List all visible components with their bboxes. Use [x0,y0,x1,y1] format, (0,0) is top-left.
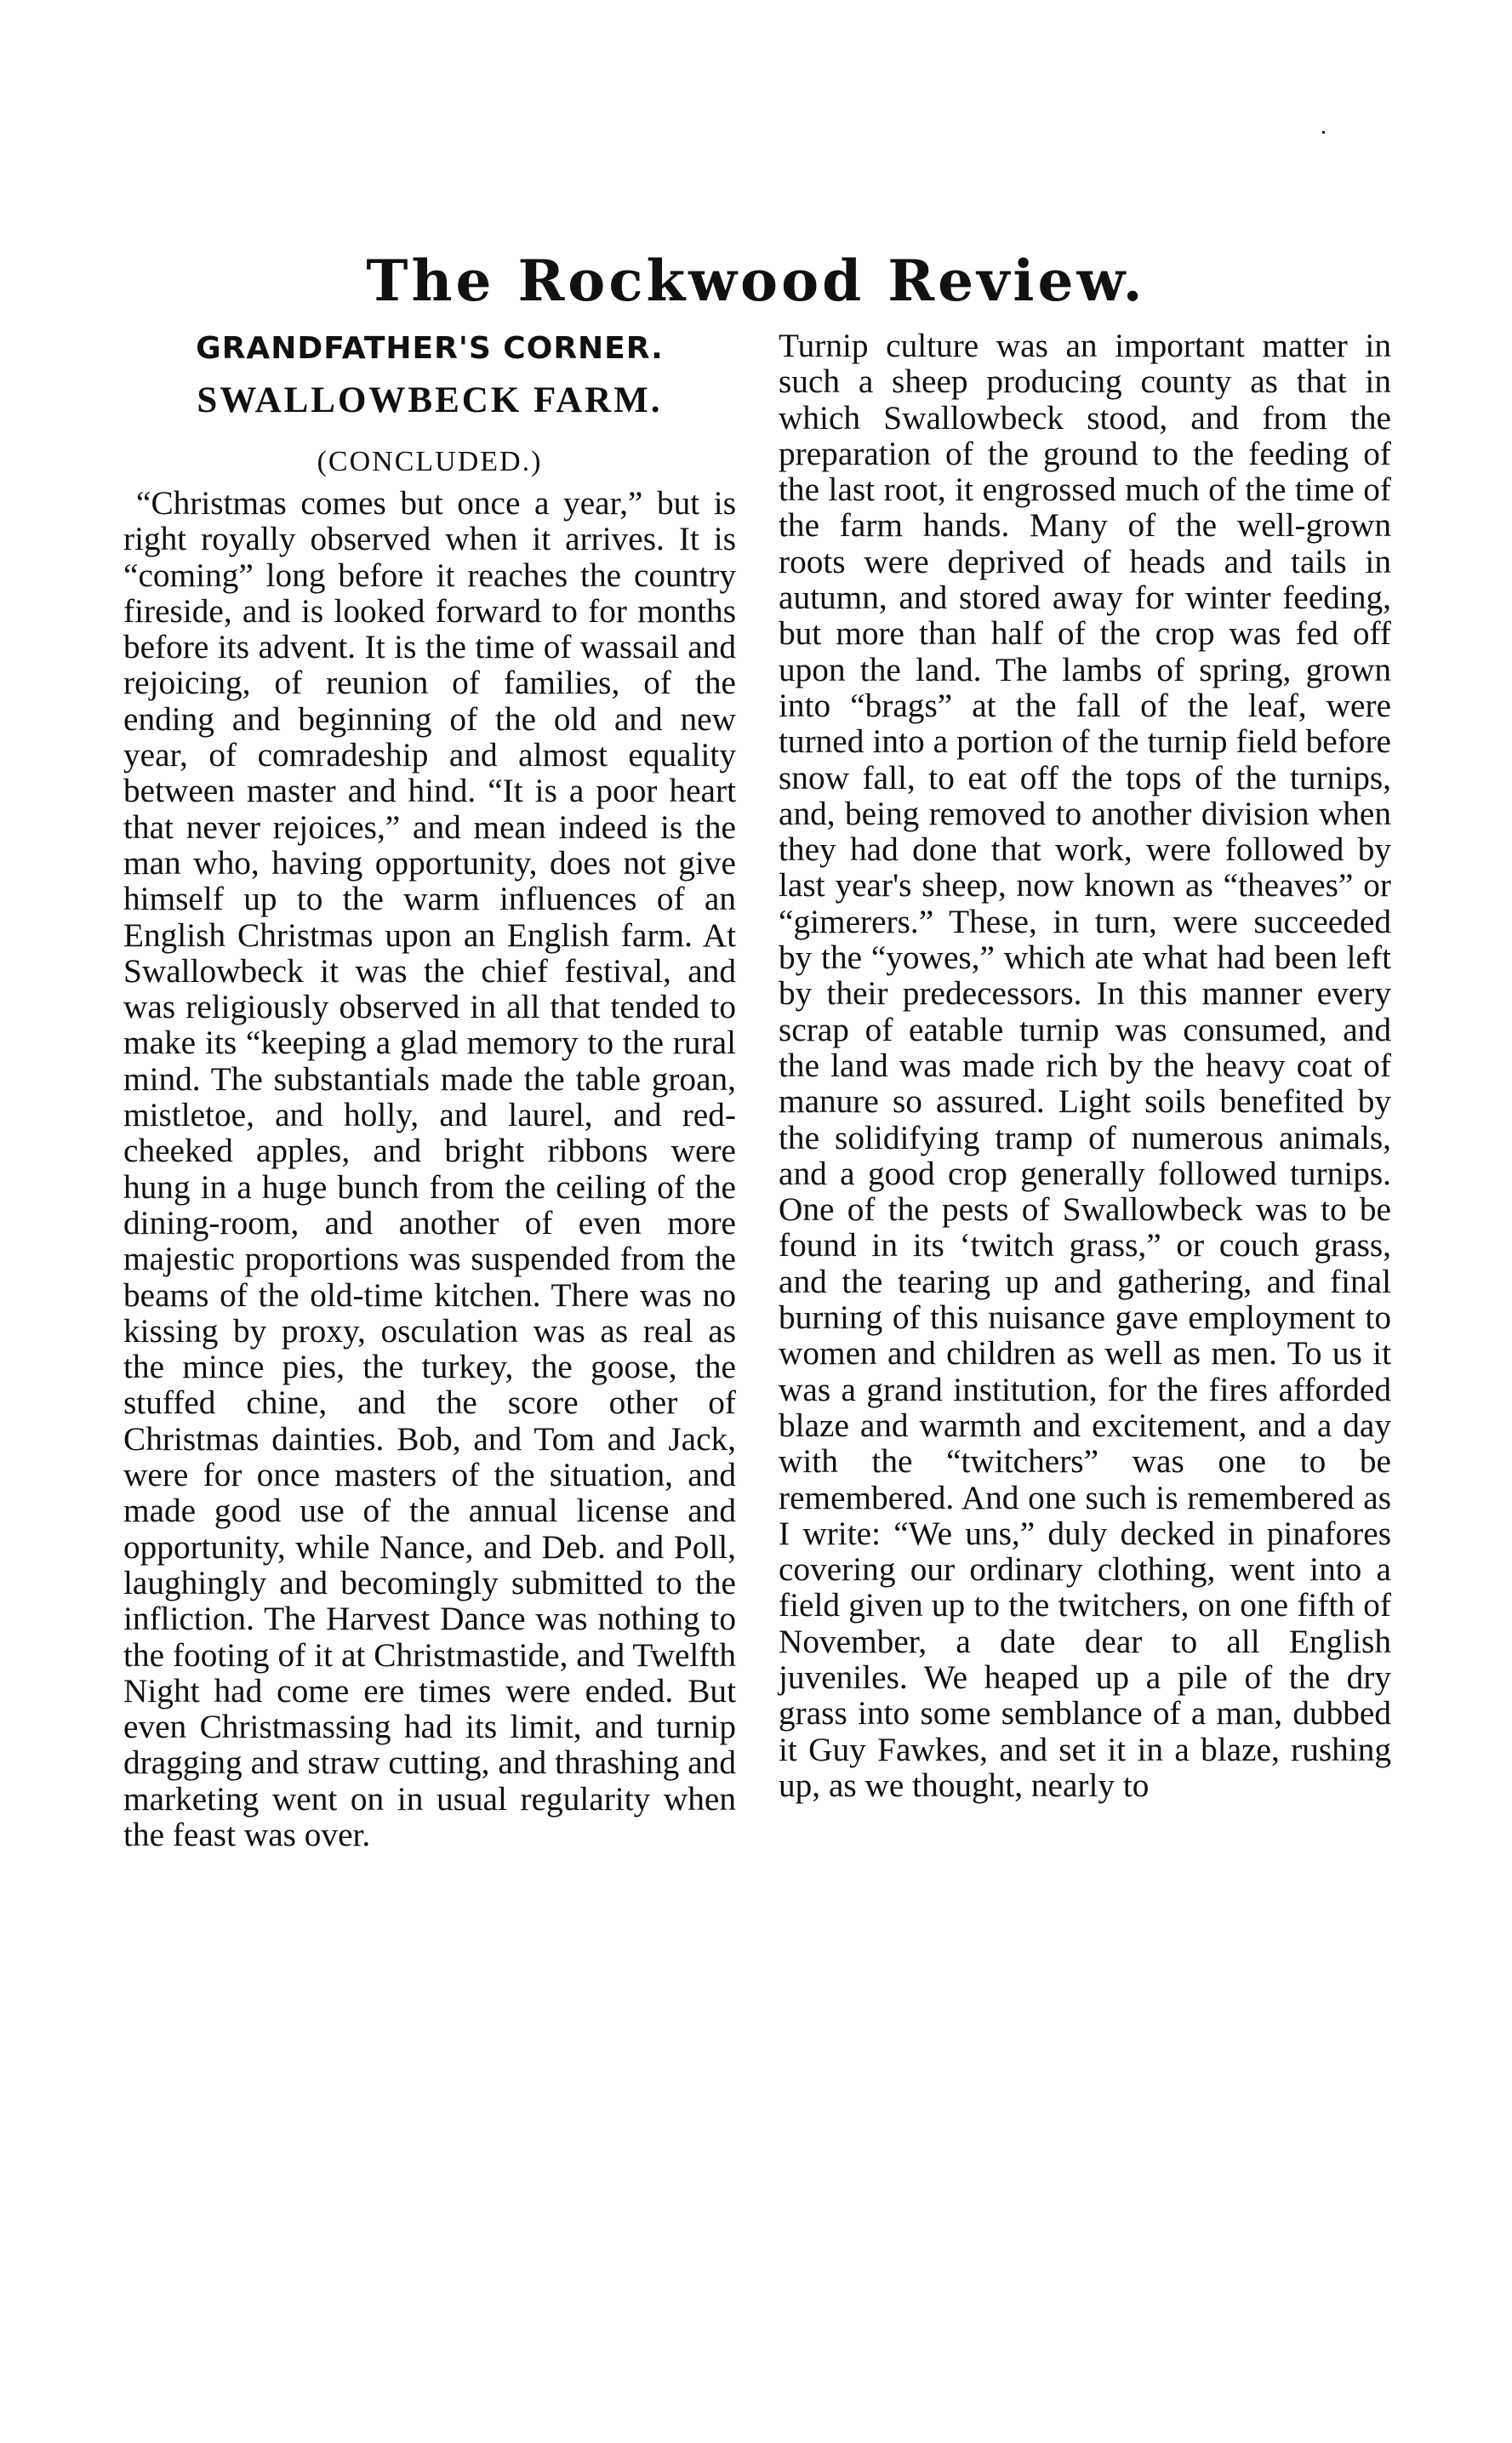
masthead: The Rockwood Review. [366,248,1146,314]
left-column-text: “Christmas comes but once a year,” but is right royally observed when it arrives. It is “coming” long before it reaches the country fireside, and is looked forward to for months before its advent. It is the time of wassail and rejoicing, of reunion of families, of the ending and beginning of the old and new year, of comradeship and almost equality between master and hind. “It is a poor heart that never rejoices,” and mean indeed is the man who, having opportunity, does not give himself up to the warm influences of an English Christmas upon an English farm. At Swallowbeck it was the chief festival, and was religiously observed in all that tended to make its “keeping a glad memory to the rural mind. The substantials made the table groan, mistletoe, and holly, and laurel, and red-cheeked apples, and bright ribbons were hung in a huge bunch from the ceiling of the dining-room, and another of even more majestic proportions was suspended from the beams of the old-time kitchen. There was no kissing by proxy, osculation was as real as the mince pies, the turkey, the goose, the stuffed chine, and the score other of Christmas dainties. Bob, and Tom and Jack, were for once masters of the situation, and made good use of the annual license and opportunity, while Nance, and Deb. and Poll, laughingly and becomingly submitted to the infliction. The Harvest Dance was nothing to the footing of it at Christmastide, and Twelfth Night had come ere times were ended. But even Christmassing had its limit, and turnip dragging and straw cutting, and thrashing and marketing went on in usual regularity when the feast was over. [123,484,736,1853]
right-column [779,328,1391,1803]
print-speck-mark: ˙ [1317,128,1330,157]
right-column-text: Turnip culture was an important matter in such a sheep producing county as that in which Swallowbeck stood, and from the preparation of the ground to the feeding of the last root, it engrossed much of the time of the farm hands. Many of the well-grown roots were deprived of heads and tails in autumn, and stored away for winter feeding, but more than half of the crop was fed off upon the land. The lambs of spring, grown into “brags” at the fall of the leaf, were turned into a portion of the turnip field before snow fall, to eat off the tops of the turnips, and, being removed to another division when they had done that work, were followed by last year's sheep, now known as “theaves” or “gimerers.” These, in turn, were succeeded by the “yowes,” which ate what had been left by their predecessors. In this manner every scrap of eatable turnip was consumed, and the land was made rich by the heavy coat of manure so assured. Light soils benefited by the solidifying tramp of numerous animals, and a good crop generally followed turnips. One of the pests of Swallowbeck was to be found in its ‘twitch grass,” or couch grass, and the tearing up and gathering, and final burning of this nuisance gave employment to women and children as well as men. To us it was a grand institution, for the fires afforded blaze and warmth and excitement, and a day with the “twitchers” was one to be remembered. And one such is remembered as I write: “We uns,” duly decked in pinafores covering our ordinary clothing, went into a field given up to the twitchers, on one fifth of November, a date dear to all English juveniles. We heaped up a pile of the dry grass into some semblance of a man, dubbed it Guy Fawkes, and set it in a blaze, rushing up, as we thought, nearly to [779,327,1391,1804]
section-heading: GRANDFATHER'S CORNER. [196,331,664,366]
article-title: SWALLOWBECK FARM. [197,380,663,420]
article-note: (CONCLUDED.) [317,446,543,477]
left-column [123,328,736,1852]
